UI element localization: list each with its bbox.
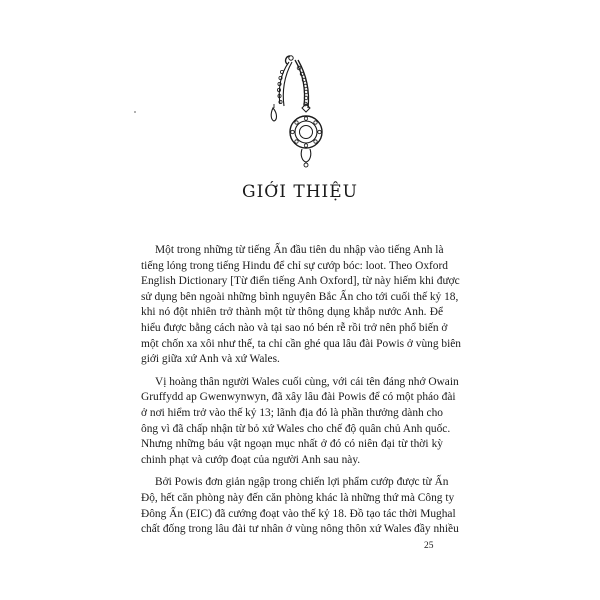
text-line: Đông Ấn (EIC) đã cướng đoạt vào thế kỷ 18. Đồ tạo tác thời Mughal	[141, 507, 456, 520]
paragraph	[141, 243, 461, 368]
margin-speck	[134, 111, 136, 113]
text-line: Gruffydd ap Gwenwynwyn, đã xây lâu đài Powis để có một pháo đài	[141, 391, 456, 404]
body-text	[141, 243, 461, 545]
text-line: khi nó đột nhiên trở thành một từ thông dụng khắp nước Anh. Để	[141, 306, 443, 319]
text-line: sử dụng bên ngoài những bình nguyên Bắc Ấn cho tới cuối thế kỷ 18,	[141, 290, 459, 303]
chapter-title: GIỚI THIỆU	[242, 182, 358, 202]
text-line: ông vì đã chấp nhận từ bỏ xứ Wales cho chế độ quân chủ Anh quốc.	[141, 422, 451, 435]
text-line: Nhưng những báu vật ngoạn mục nhất ở đó có niên đại từ thời kỳ	[141, 438, 443, 451]
text-line: chất đống trong lâu đài tư nhân ở vùng nông thôn xứ Wales đầy nhiều	[141, 523, 459, 536]
text-line: giới giữa xứ Anh và xứ Wales.	[141, 353, 280, 366]
text-line: Một trong những từ tiếng Ấn đầu tiên du nhập vào tiếng Anh là	[155, 244, 444, 256]
text-line: English Dictionary [Từ điển tiếng Anh Oxford], từ này hiếm khi được	[141, 275, 460, 288]
text-line: Vị hoàng thân người Wales cuối cùng, với cái tên đáng nhớ Owain	[155, 375, 459, 388]
paragraph	[141, 475, 459, 537]
text-line: hiểu được bằng cách nào và tại sao nó bén rễ rồi trở nên phổ biến ở	[141, 321, 448, 334]
text-line: một chốn xa xôi như thế, ta chỉ cần ghé qua lâu đài Powis ở vùng biên	[141, 337, 461, 350]
text-line: Độ, hết căn phòng này đến căn phòng khác là những thứ mà Công ty	[141, 491, 455, 504]
text-line: ở nơi hiểm trở vào thế kỷ 13; lãnh địa đó là phần thưởng dành cho	[141, 406, 444, 419]
jeweled-earring-ornament-icon	[262, 52, 336, 170]
page-number: 25	[424, 541, 434, 551]
text-line: chinh phạt và cướp đoạt của người Anh sau này.	[141, 453, 361, 466]
text-line: Bởi Powis đơn giản ngập trong chiến lợi phẩm cướp được từ Ấn	[155, 476, 449, 489]
paragraph	[141, 375, 459, 469]
text-line: tiếng lóng trong tiếng Hindu để chỉ sự cướp bóc: loot. Theo Oxford	[141, 259, 448, 272]
